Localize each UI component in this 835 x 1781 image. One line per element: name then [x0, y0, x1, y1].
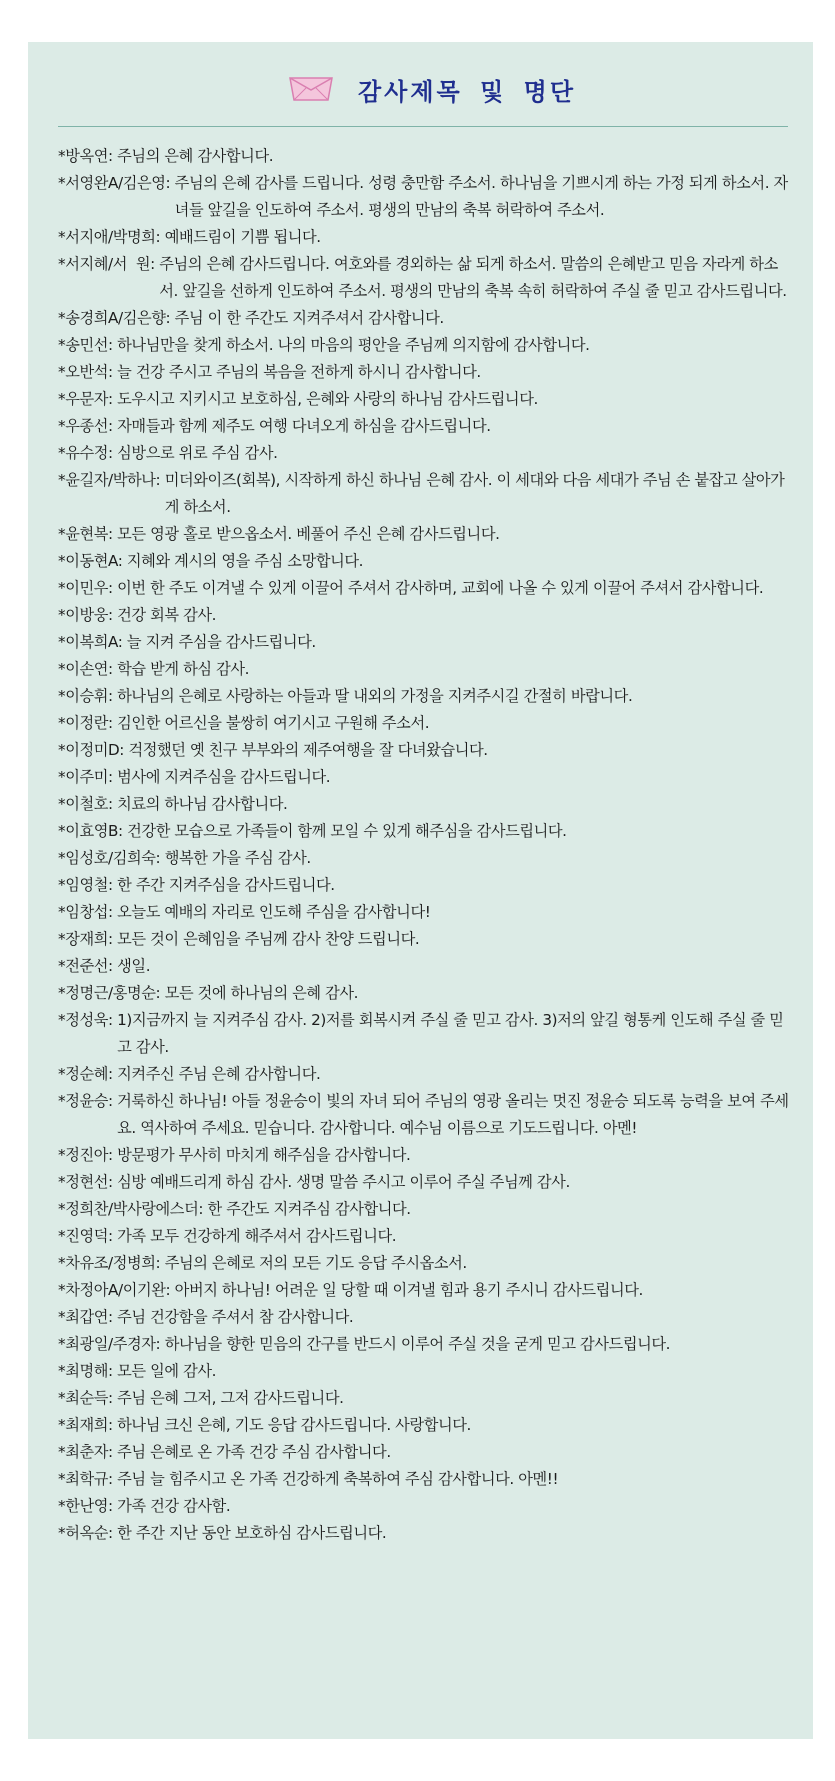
- member-name: *최갑연:: [58, 1308, 118, 1326]
- list-item: [58, 1520, 793, 1547]
- member-name: *이방웅:: [58, 606, 118, 624]
- gratitude-message: 늘 지켜 주심을 감사드립니다.: [126, 633, 316, 651]
- member-name: *서지혜/서 원:: [58, 255, 160, 273]
- gratitude-message: 도우시고 지키시고 보호하심, 은혜와 사랑의 하나님 감사드립니다.: [117, 390, 538, 408]
- member-name: *이동현A:: [58, 552, 127, 570]
- envelope-icon: [288, 76, 334, 102]
- member-name: *최재희:: [58, 1416, 118, 1434]
- member-name: *서지애/박명희:: [58, 228, 165, 246]
- list-item: [58, 1358, 793, 1385]
- member-name: *우종선:: [58, 417, 118, 435]
- member-name: *정성욱:: [58, 1011, 118, 1029]
- member-name: *이철호:: [58, 795, 118, 813]
- gratitude-message: 하나님 크신 은혜, 기도 응답 감사드립니다. 사랑합니다.: [117, 1416, 471, 1434]
- gratitude-message: 심방 예배드리게 하심 감사. 생명 말씀 주시고 이루어 주실 주님께 감사.: [117, 1173, 570, 1191]
- gratitude-message: 생일.: [117, 957, 151, 975]
- member-name: *정현선:: [58, 1173, 118, 1191]
- gratitude-message: 주님 이 한 주간도 지켜주셔서 감사합니다.: [174, 309, 444, 327]
- gratitude-message: 방문평가 무사히 마치게 해주심을 감사합니다.: [117, 1146, 411, 1164]
- member-name: *차정아A/이기완:: [58, 1281, 175, 1299]
- gratitude-message: 하나님을 향한 믿음의 간구를 반드시 이루어 주실 것을 굳게 믿고 감사드립니다.: [164, 1335, 671, 1353]
- list-item: [58, 1196, 793, 1223]
- gratitude-message: 주님 은혜로 온 가족 건강 주심 감사합니다.: [117, 1443, 391, 1461]
- member-name: *임영철:: [58, 876, 118, 894]
- member-name: *이정란:: [58, 714, 118, 732]
- list-item: [58, 926, 793, 953]
- list-item: [58, 1142, 793, 1169]
- member-name: *이승휘:: [58, 687, 118, 705]
- list-item: [58, 1385, 793, 1412]
- gratitude-message: 건강한 모습으로 가족들이 함께 모일 수 있게 해주심을 감사드립니다.: [127, 822, 567, 840]
- list-item: [58, 467, 793, 521]
- member-name: *임성호/김희숙:: [58, 849, 165, 867]
- gratitude-message: 걱정했던 옛 친구 부부와의 제주여행을 잘 다녀왔습니다.: [128, 741, 488, 759]
- member-name: *장재희:: [58, 930, 118, 948]
- member-name: *윤길자/박하나:: [58, 471, 165, 489]
- member-name: *최명해:: [58, 1362, 118, 1380]
- list-item: [58, 845, 793, 872]
- member-name: *정희찬/박사랑에스더:: [58, 1200, 208, 1218]
- list-item: [58, 224, 793, 251]
- list-item: [58, 575, 793, 602]
- gratitude-message: 지켜주신 주님 은혜 감사합니다.: [117, 1065, 321, 1083]
- member-name: *임창섭:: [58, 903, 118, 921]
- member-name: *송경희A/김은향:: [58, 309, 175, 327]
- member-name: *정진아:: [58, 1146, 118, 1164]
- member-name: *오반석:: [58, 363, 118, 381]
- gratitude-message: 주님 은혜 그저, 그저 감사드립니다.: [117, 1389, 344, 1407]
- gratitude-message: 모든 것에 하나님의 은혜 감사.: [164, 984, 359, 1002]
- member-name: *이손연:: [58, 660, 118, 678]
- list-item: [58, 791, 793, 818]
- list-item: [58, 953, 793, 980]
- list-item: [58, 305, 793, 332]
- member-name: *정윤승:: [58, 1092, 118, 1110]
- list-item: [58, 521, 793, 548]
- gratitude-message: 김인한 어르신을 불쌍히 여기시고 구원해 주소서.: [117, 714, 430, 732]
- list-item: [58, 980, 793, 1007]
- list-item: [58, 1331, 793, 1358]
- member-name: *한난영:: [58, 1497, 118, 1515]
- member-name: *이정미D:: [58, 741, 129, 759]
- list-item: [58, 818, 793, 845]
- list-item: [58, 1007, 793, 1061]
- gratitude-message: 치료의 하나님 감사합니다.: [117, 795, 288, 813]
- member-name: *차유조/정병희:: [58, 1254, 165, 1272]
- gratitude-message: 주님의 은혜 감사합니다.: [117, 147, 274, 165]
- list-item: [58, 413, 793, 440]
- list-item: [58, 386, 793, 413]
- gratitude-list: [58, 143, 793, 1547]
- gratitude-message: 가족 건강 감사함.: [117, 1497, 231, 1515]
- gratitude-message: 행복한 가을 주심 감사.: [164, 849, 311, 867]
- divider: [58, 126, 788, 127]
- gratitude-message: 주님 건강함을 주셔서 참 감사합니다.: [117, 1308, 354, 1326]
- gratitude-panel: [28, 42, 813, 1739]
- list-item: [58, 1088, 793, 1142]
- member-name: *허옥순:: [58, 1524, 118, 1542]
- gratitude-message: 오늘도 예배의 자리로 인도해 주심을 감사합니다!: [117, 903, 431, 921]
- list-item: [58, 1169, 793, 1196]
- member-name: *이민우:: [58, 579, 118, 597]
- member-name: *유수정:: [58, 444, 118, 462]
- member-name: *전준선:: [58, 957, 118, 975]
- list-item: [58, 332, 793, 359]
- gratitude-message: 자매들과 함께 제주도 여행 다녀오게 하심을 감사드립니다.: [117, 417, 491, 435]
- gratitude-message: 한 주간 지난 동안 보호하심 감사드립니다.: [117, 1524, 387, 1542]
- member-name: *최순득:: [58, 1389, 118, 1407]
- list-item: [58, 440, 793, 467]
- gratitude-message: 예배드림이 기쁨 됩니다.: [164, 228, 321, 246]
- gratitude-message: 미더와이즈(회복), 시작하게 하신 하나님 은혜 감사. 이 세대와 다음 세대가 주님 손 붙잡고 살아가게 하소서.: [164, 471, 785, 516]
- list-item: [58, 899, 793, 926]
- list-item: [58, 548, 793, 575]
- gratitude-message: 모든 영광 홀로 받으옵소서. 베풀어 주신 은혜 감사드립니다.: [117, 525, 500, 543]
- list-item: [58, 170, 793, 224]
- member-name: *이효영B:: [58, 822, 128, 840]
- gratitude-message: 주님의 은혜로 저의 모든 기도 응답 주시옵소서.: [164, 1254, 467, 1272]
- list-item: [58, 251, 793, 305]
- member-name: *최광일/주경자:: [58, 1335, 165, 1353]
- member-name: *서영완A/김은영:: [58, 174, 175, 192]
- list-item: [58, 629, 793, 656]
- gratitude-message: 늘 건강 주시고 주님의 복음을 전하게 하시니 감사합니다.: [117, 363, 481, 381]
- gratitude-message: 아버지 하나님! 어려운 일 당할 때 이겨낼 힘과 용기 주시니 감사드립니다.: [174, 1281, 643, 1299]
- gratitude-message: 하나님만을 찾게 하소서. 나의 마음의 평안을 주님께 의지함에 감사합니다.: [117, 336, 590, 354]
- list-item: [58, 737, 793, 764]
- list-item: [58, 602, 793, 629]
- list-item: [58, 1466, 793, 1493]
- list-item: [58, 710, 793, 737]
- header: [28, 70, 813, 110]
- list-item: [58, 656, 793, 683]
- member-name: *최학규:: [58, 1470, 118, 1488]
- gratitude-message: 지혜와 계시의 영을 주심 소망합니다.: [126, 552, 364, 570]
- list-item: [58, 764, 793, 791]
- gratitude-message: 심방으로 위로 주심 감사.: [117, 444, 278, 462]
- gratitude-message: 한 주간도 지켜주심 감사합니다.: [207, 1200, 411, 1218]
- member-name: *이주미:: [58, 768, 118, 786]
- gratitude-message: 모든 것이 은혜임을 주님께 감사 찬양 드립니다.: [117, 930, 420, 948]
- gratitude-message: 거룩하신 하나님! 아들 정윤승이 빛의 자녀 되어 주님의 영광 올리는 멋진 정윤승 되도록 능력을 보여 주세요. 역사하여 주세요. 믿습니다. 감사합니다. 예수님 이름으로 기도드립니다. 아멘!: [117, 1092, 789, 1137]
- gratitude-message: 주님 늘 힘주시고 온 가족 건강하게 축복하여 주심 감사합니다. 아멘!!: [117, 1470, 559, 1488]
- member-name: *우문자:: [58, 390, 118, 408]
- gratitude-message: 주님의 은혜 감사를 드립니다. 성령 충만함 주소서. 하나님을 기쁘시게 하는 가정 되게 하소서. 자녀들 앞길을 인도하여 주소서. 평생의 만남의 축복 허락하여 주소서.: [174, 174, 788, 219]
- list-item: [58, 1061, 793, 1088]
- page-title: 감사제목 및 명단: [358, 78, 576, 106]
- gratitude-message: 한 주간 지켜주심을 감사드립니다.: [117, 876, 335, 894]
- list-item: [58, 1439, 793, 1466]
- gratitude-message: 건강 회복 감사.: [117, 606, 217, 624]
- member-name: *정명근/홍명순:: [58, 984, 165, 1002]
- member-name: *정순혜:: [58, 1065, 118, 1083]
- list-item: [58, 1277, 793, 1304]
- gratitude-message: 이번 한 주도 이겨낼 수 있게 이끌어 주셔서 감사하며, 교회에 나올 수 있게 이끌어 주셔서 감사합니다.: [117, 579, 764, 597]
- list-item: [58, 359, 793, 386]
- gratitude-message: 주님의 은혜 감사드립니다. 여호와를 경외하는 삶 되게 하소서. 말씀의 은혜받고 믿음 자라게 하소서. 앞길을 선하게 인도하여 주소서. 평생의 만남의 축복 속히 허락하여 주실 줄 믿고 감사드립니다.: [159, 255, 787, 300]
- member-name: *최춘자:: [58, 1443, 118, 1461]
- member-name: *진영덕:: [58, 1227, 118, 1245]
- member-name: *송민선:: [58, 336, 118, 354]
- list-item: [58, 1250, 793, 1277]
- gratitude-message: 모든 일에 감사.: [117, 1362, 217, 1380]
- list-item: [58, 683, 793, 710]
- member-name: *윤현복:: [58, 525, 118, 543]
- gratitude-message: 범사에 지켜주심을 감사드립니다.: [117, 768, 331, 786]
- list-item: [58, 872, 793, 899]
- list-item: [58, 143, 793, 170]
- list-item: [58, 1493, 793, 1520]
- gratitude-message: 가족 모두 건강하게 해주셔서 감사드립니다.: [117, 1227, 397, 1245]
- member-name: *방옥연:: [58, 147, 118, 165]
- list-item: [58, 1223, 793, 1250]
- list-item: [58, 1304, 793, 1331]
- gratitude-message: 1)지금까지 늘 지켜주심 감사. 2)저를 회복시켜 주실 줄 믿고 감사. 3)저의 앞길 형통케 인도해 주실 줄 믿고 감사.: [117, 1011, 784, 1056]
- member-name: *이복희A:: [58, 633, 127, 651]
- gratitude-message: 하나님의 은혜로 사랑하는 아들과 딸 내외의 가정을 지켜주시길 간절히 바랍니다.: [117, 687, 633, 705]
- gratitude-message: 학습 받게 하심 감사.: [117, 660, 250, 678]
- list-item: [58, 1412, 793, 1439]
